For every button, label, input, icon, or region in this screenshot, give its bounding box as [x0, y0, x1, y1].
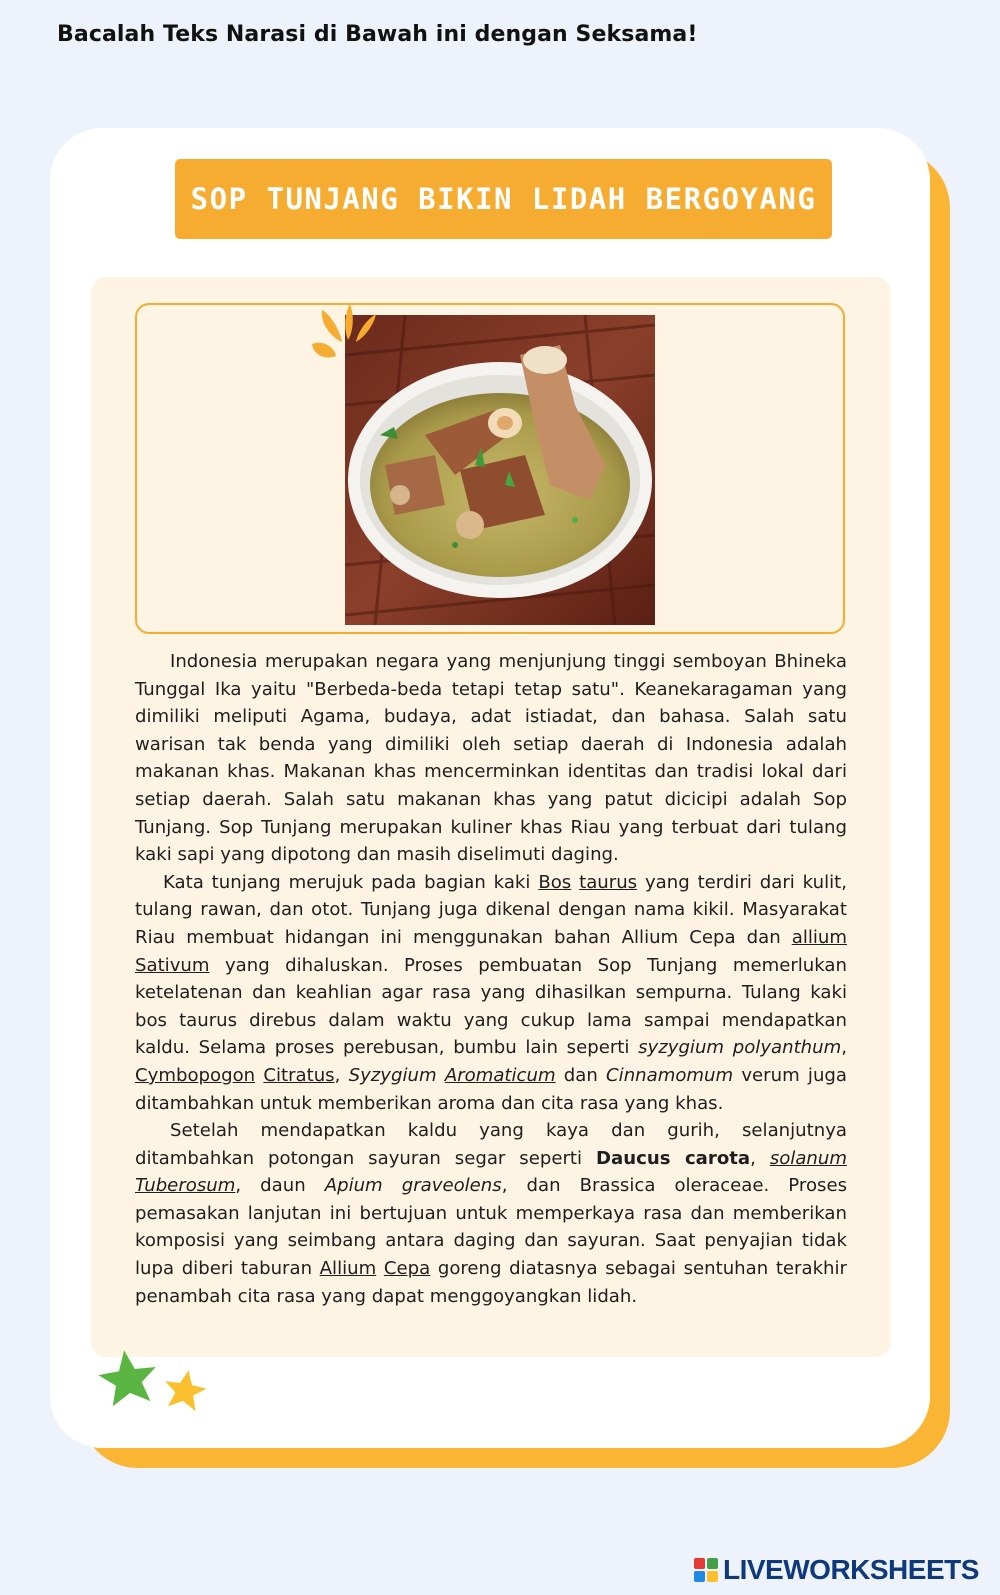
page-title: SOP TUNJANG BIKIN LIDAH BERGOYANG — [190, 182, 817, 216]
brand-name: LIVEWORKSHEETS — [723, 1554, 979, 1585]
paragraph-2: Kata tunjang merujuk pada bagian kaki Bos taurus yang terdiri dari kulit, tulang rawan, dan otot. Tunjang juga dikenal dengan nama kikil. Masyarakat Riau membuat hidangan ini menggunakan bahan Allium Cepa dan allium Sativum yang dihaluskan. Proses pembuatan Sop Tunjang memerlukan ketelatenan dan keahlian agar rasa yang dihasilkan sempurna. Tulang kaki bos taurus direbus dalam waktu yang cukup lama sampai mendapatkan kaldu. Selama proses perebusan, bumbu lain seperti syzygium polyanthum, Cymbopogon Citratus, Syzygium Aromaticum dan Cinnamomum verum juga ditambahkan untuk memberikan aroma dan cita rasa yang khas. — [135, 871, 847, 1114]
stars-decoration-icon — [93, 1346, 218, 1426]
title-banner — [175, 159, 832, 239]
burst-decoration-icon — [304, 300, 384, 370]
soup-bowl-photo — [345, 315, 655, 625]
liveworksheets-logo[interactable] — [693, 1553, 979, 1587]
narrative-text — [135, 648, 847, 1310]
paragraph-1: Indonesia merupakan negara yang menjunjung tinggi semboyan Bhineka Tunggal Ika yaitu "Berbeda-beda tetapi tetap satu". Keanekaragaman yang dimiliki meliputi Agama, budaya, adat istiadat, dan bahasa. Salah satu warisan tak benda yang dimiliki oleh setiap daerah di Indonesia adalah makanan khas. Makanan khas mencerminkan identitas dan tradisi lokal dari setiap daerah. Salah satu makanan khas yang patut dicicipi adalah Sop Tunjang. Sop Tunjang merupakan kuliner khas Riau yang terbuat dari tulang kaki sapi yang dipotong dan masih diselimuti daging. — [135, 651, 847, 866]
paragraph-3: Setelah mendapatkan kaldu yang kaya dan gurih, selanjutnya ditambahkan potongan sayuran segar seperti Daucus carota, solanum Tuberosum, daun Apium graveolens, dan Brassica oleraceae. Proses pemasakan lanjutan ini bertujuan untuk memperkaya rasa dan memberikan komposisi yang seimbang antara daging dan sayuran. Saat penyajian tidak lupa diberi taburan Allium Cepa goreng diatasnya sebagai sentuhan terakhir penambah cita rasa yang dapat menggoyangkan lidah. — [135, 1120, 847, 1307]
instruction-heading: Bacalah Teks Narasi di Bawah ini dengan Seksama! — [57, 22, 698, 47]
liveworksheets-logo-icon — [693, 1557, 719, 1583]
